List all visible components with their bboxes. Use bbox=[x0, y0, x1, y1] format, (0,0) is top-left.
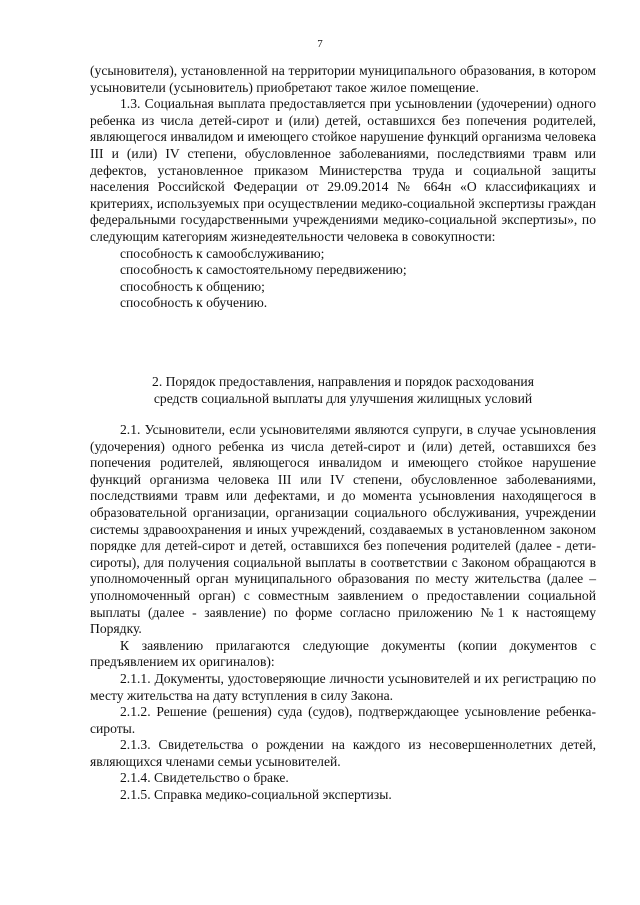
paragraph-1-3: 1.3. Социальная выплата предоставляется при усыновлении (удочерении) одного ребенка из числа детей-сирот и (или) детей, оставшихся без попечения родителей, являющегося инвалидом и имеющего стойкое нарушение функций организма человека III и (или) IV степени, обусловленное заболеваниями, последствиями травм или дефектов, установленное приказом Министерства труда и социальной защиты населения Российской Федерации от 29.09.2014 № 664н «О классификациях и критериях, используемых при осуществлении медико-социальной экспертизы граждан федеральными государственными учреждениями медико-социальной экспертизы», по следующим категориям жизнедеятельности человека в совокупности: bbox=[90, 96, 596, 244]
section-title-line: 2. Порядок предоставления, направления и порядок расходования bbox=[152, 374, 534, 389]
intro-paragraph: (усыновителя), установленной на территории муниципального образования, в котором усыновители (усыновитель) приобретают такое жилое помещение. bbox=[90, 63, 596, 95]
categories-list bbox=[90, 246, 596, 312]
category-item: способность к самообслуживанию; bbox=[120, 245, 325, 261]
paragraph-2-1-4: 2.1.4. Свидетельство о браке. bbox=[120, 770, 289, 786]
paragraph-2-1-5: 2.1.5. Справка медико-социальной экспертизы. bbox=[120, 787, 392, 803]
category-item: способность к самостоятельному передвижению; bbox=[120, 262, 407, 278]
paragraph-2-1: 2.1. Усыновители, если усыновителями являются супруги, в случае усыновления (удочерения) одного ребенка из числа детей-сирот и (или) детей, оставшихся без попечения родителей, являющегося инвалидом и имеющего стойкое нарушение функций организма человека III или IV степени, обусловленное заболеваниями, последствиями травм или дефектами, и до момента усыновления находящегося в образовательной организации, организации социального обслуживания, учреждении системы здравоохранения и иных учреждений, создаваемых в установленном законом порядке для детей-сирот и детей, оставшихся без попечения родителей (далее - дети-сироты), для получения социальной выплаты в соответствии с Законом обращаются в уполномоченный орган муниципального образования по месту жительства (далее – уполномоченный орган) с совместным заявлением о предоставлении социальной выплаты (далее - заявление) по форме согласно приложению №1 к настоящему Порядку. bbox=[90, 422, 596, 637]
section-1-continuation bbox=[90, 63, 596, 312]
paragraph-2-1-1: 2.1.1. Документы, удостоверяющие личности усыновителей и их регистрацию по месту жительства на дату вступления в силу Закона. bbox=[90, 670, 596, 703]
category-item: способность к обучению. bbox=[120, 295, 268, 311]
page-number: 7 bbox=[317, 38, 323, 50]
documents-intro: К заявлению прилагаются следующие документы (копии документов с предъявлением их оригиналов): bbox=[90, 637, 596, 670]
section-2-body bbox=[90, 422, 596, 804]
section-title-line: средств социальной выплаты для улучшения жилищных условий bbox=[153, 390, 533, 406]
category-item: способность к общению; bbox=[120, 278, 265, 294]
paragraph-2-1-2: 2.1.2. Решение (решения) суда (судов), подтверждающее усыновление ребенка-сироты. bbox=[90, 704, 596, 736]
section-2-title bbox=[90, 374, 596, 407]
paragraph-2-1-3: 2.1.3. Свидетельства о рождении на каждого из несовершеннолетних детей, являющихся членами семьи усыновителей. bbox=[90, 737, 596, 769]
